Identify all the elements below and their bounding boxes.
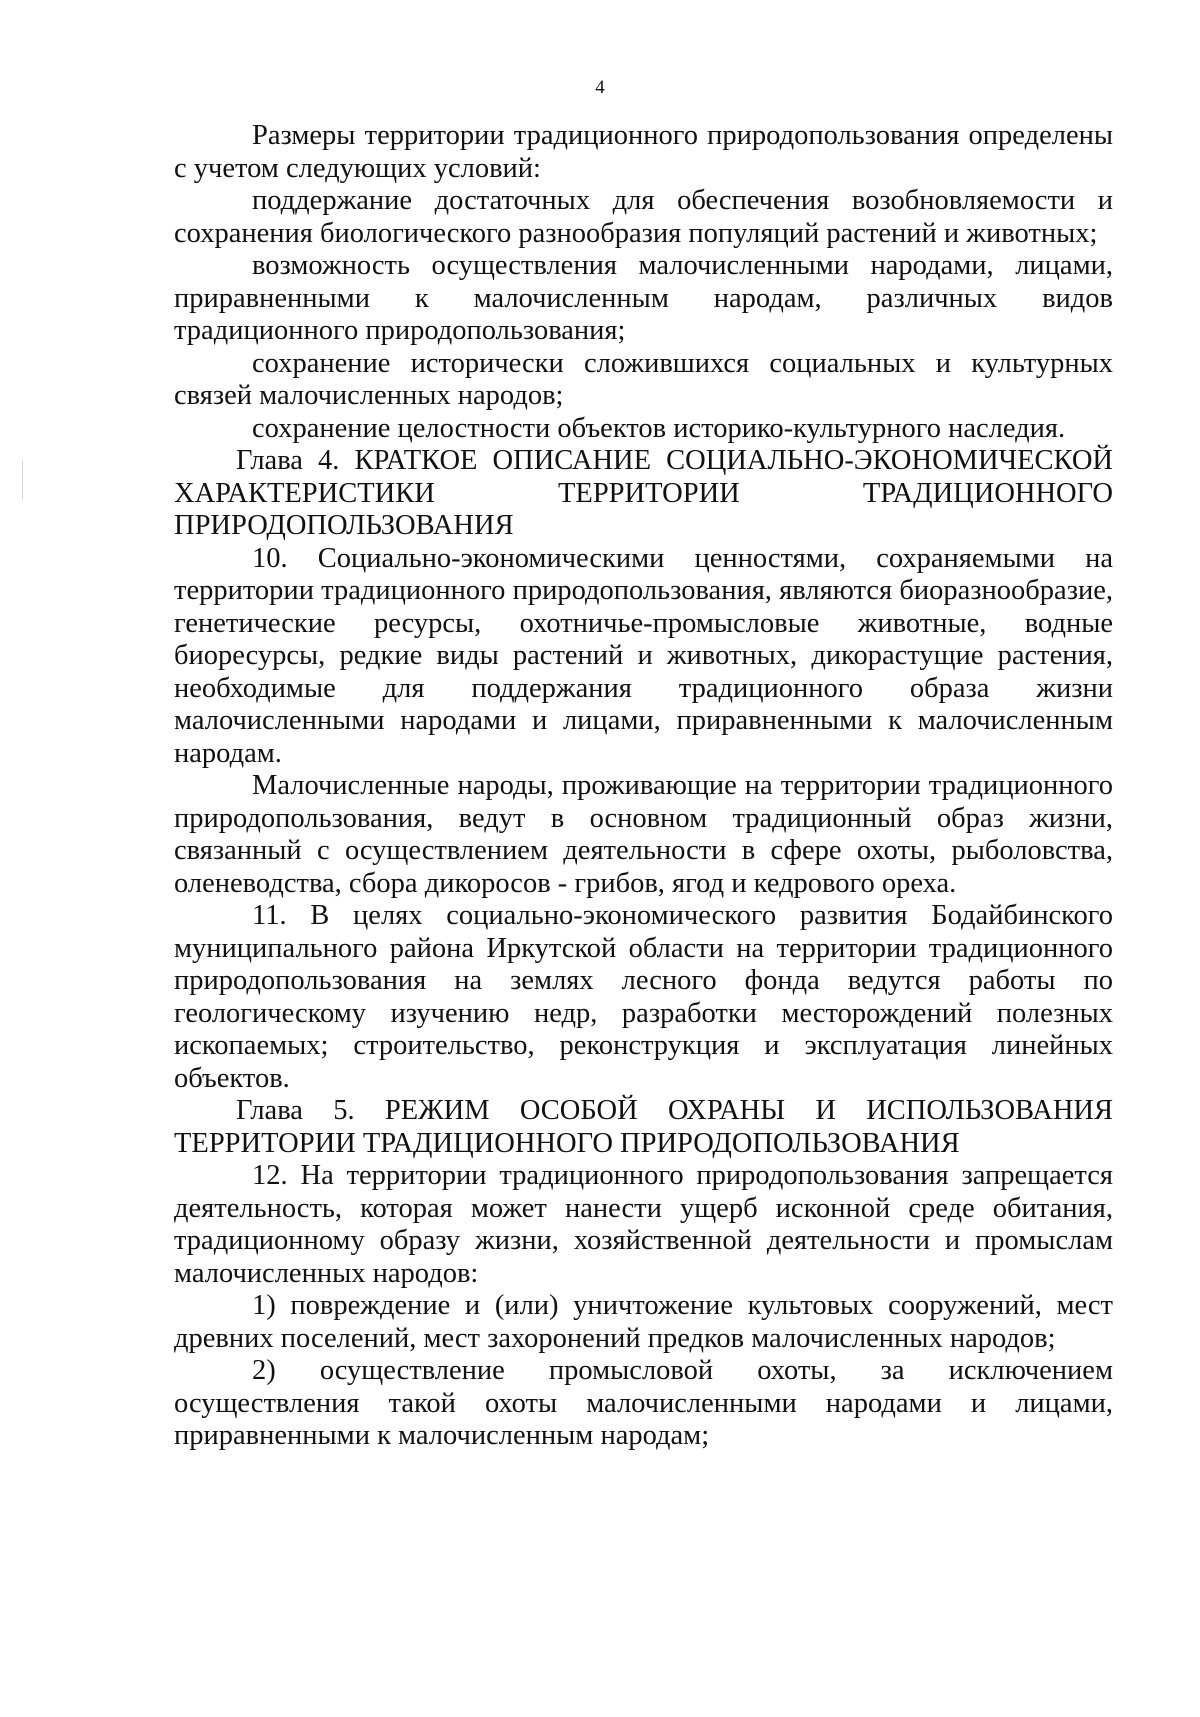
prohibition-item-2: 2) осуществление промысловой охоты, за исключением осуществления такой охоты малочисленными народами и лицами, приравненными к малочисленным народам;: [174, 1355, 1113, 1451]
condition-3: сохранение исторически сложившихся социальных и культурных связей малочисленных народов;: [174, 347, 1113, 411]
intro-lead: Размеры территории традиционного природопользования определены с учетом следующих условий:: [174, 120, 1113, 184]
paragraph-10: 10. Социально-экономическими ценностями, сохраняемыми на территории традиционного природопользования, являются биоразнообразие, генетические ресурсы, охотничье-промысловые животные, водные биоресурсы, редкие виды растений и животных, дикорастущие растения, необходимые для поддержания традиционного образа жизни малочисленными народами и лицами, приравненными к малочисленным народам.: [174, 542, 1113, 769]
chapter-4-heading: Глава 4. КРАТКОЕ ОПИСАНИЕ СОЦИАЛЬНО-ЭКОНОМИЧЕСКОЙ ХАРАКТЕРИСТИКИ ТЕРРИТОРИИ ТРАДИЦИОННОГО ПРИРОДОПОЛЬЗОВАНИЯ: [174, 445, 1113, 541]
page-number: 4: [595, 77, 605, 98]
scan-margin-mark: [22, 460, 23, 500]
paragraph-11: 11. В целях социально-экономического развития Бодайбинского муниципального района Иркутской области на территории традиционного природопользования на землях лесного фонда ведутся работы по геологическому изучению недр, разработки месторождений полезных ископаемых; строительство, реконструкция и эксплуатация линейных объектов.: [174, 900, 1113, 1094]
prohibition-item-1: 1) повреждение и (или) уничтожение культовых сооружений, мест древних поселений, мест захоронений предков малочисленных народов;: [174, 1290, 1113, 1354]
condition-1: поддержание достаточных для обеспечения возобновляемости и сохранения биологического разнообразия популяций растений и животных;: [174, 185, 1113, 249]
condition-2: возможность осуществления малочисленными народами, лицами, приравненными к малочисленным народам, различных видов традиционного природопользования;: [174, 250, 1113, 346]
paragraph-12: 12. На территории традиционного природопользования запрещается деятельность, которая может нанести ущерб исконной среде обитания, традиционному образу жизни, хозяйственной деятельности и промыслам малочисленных народов:: [174, 1160, 1113, 1289]
chapter-5-heading: Глава 5. РЕЖИМ ОСОБОЙ ОХРАНЫ И ИСПОЛЬЗОВАНИЯ ТЕРРИТОРИИ ТРАДИЦИОННОГО ПРИРОДОПОЛЬЗОВАНИЯ: [174, 1095, 1113, 1159]
condition-4: сохранение целостности объектов историко-культурного наследия.: [252, 412, 1066, 444]
paragraph-10-continued: Малочисленные народы, проживающие на территории традиционного природопользования, ведут в основном традиционный образ жизни, связанный с осуществлением деятельности в сфере охоты, рыболовства, оленеводства, сбора дикоросов - грибов, ягод и кедрового ореха.: [174, 770, 1113, 899]
document-body: [174, 120, 1113, 1453]
